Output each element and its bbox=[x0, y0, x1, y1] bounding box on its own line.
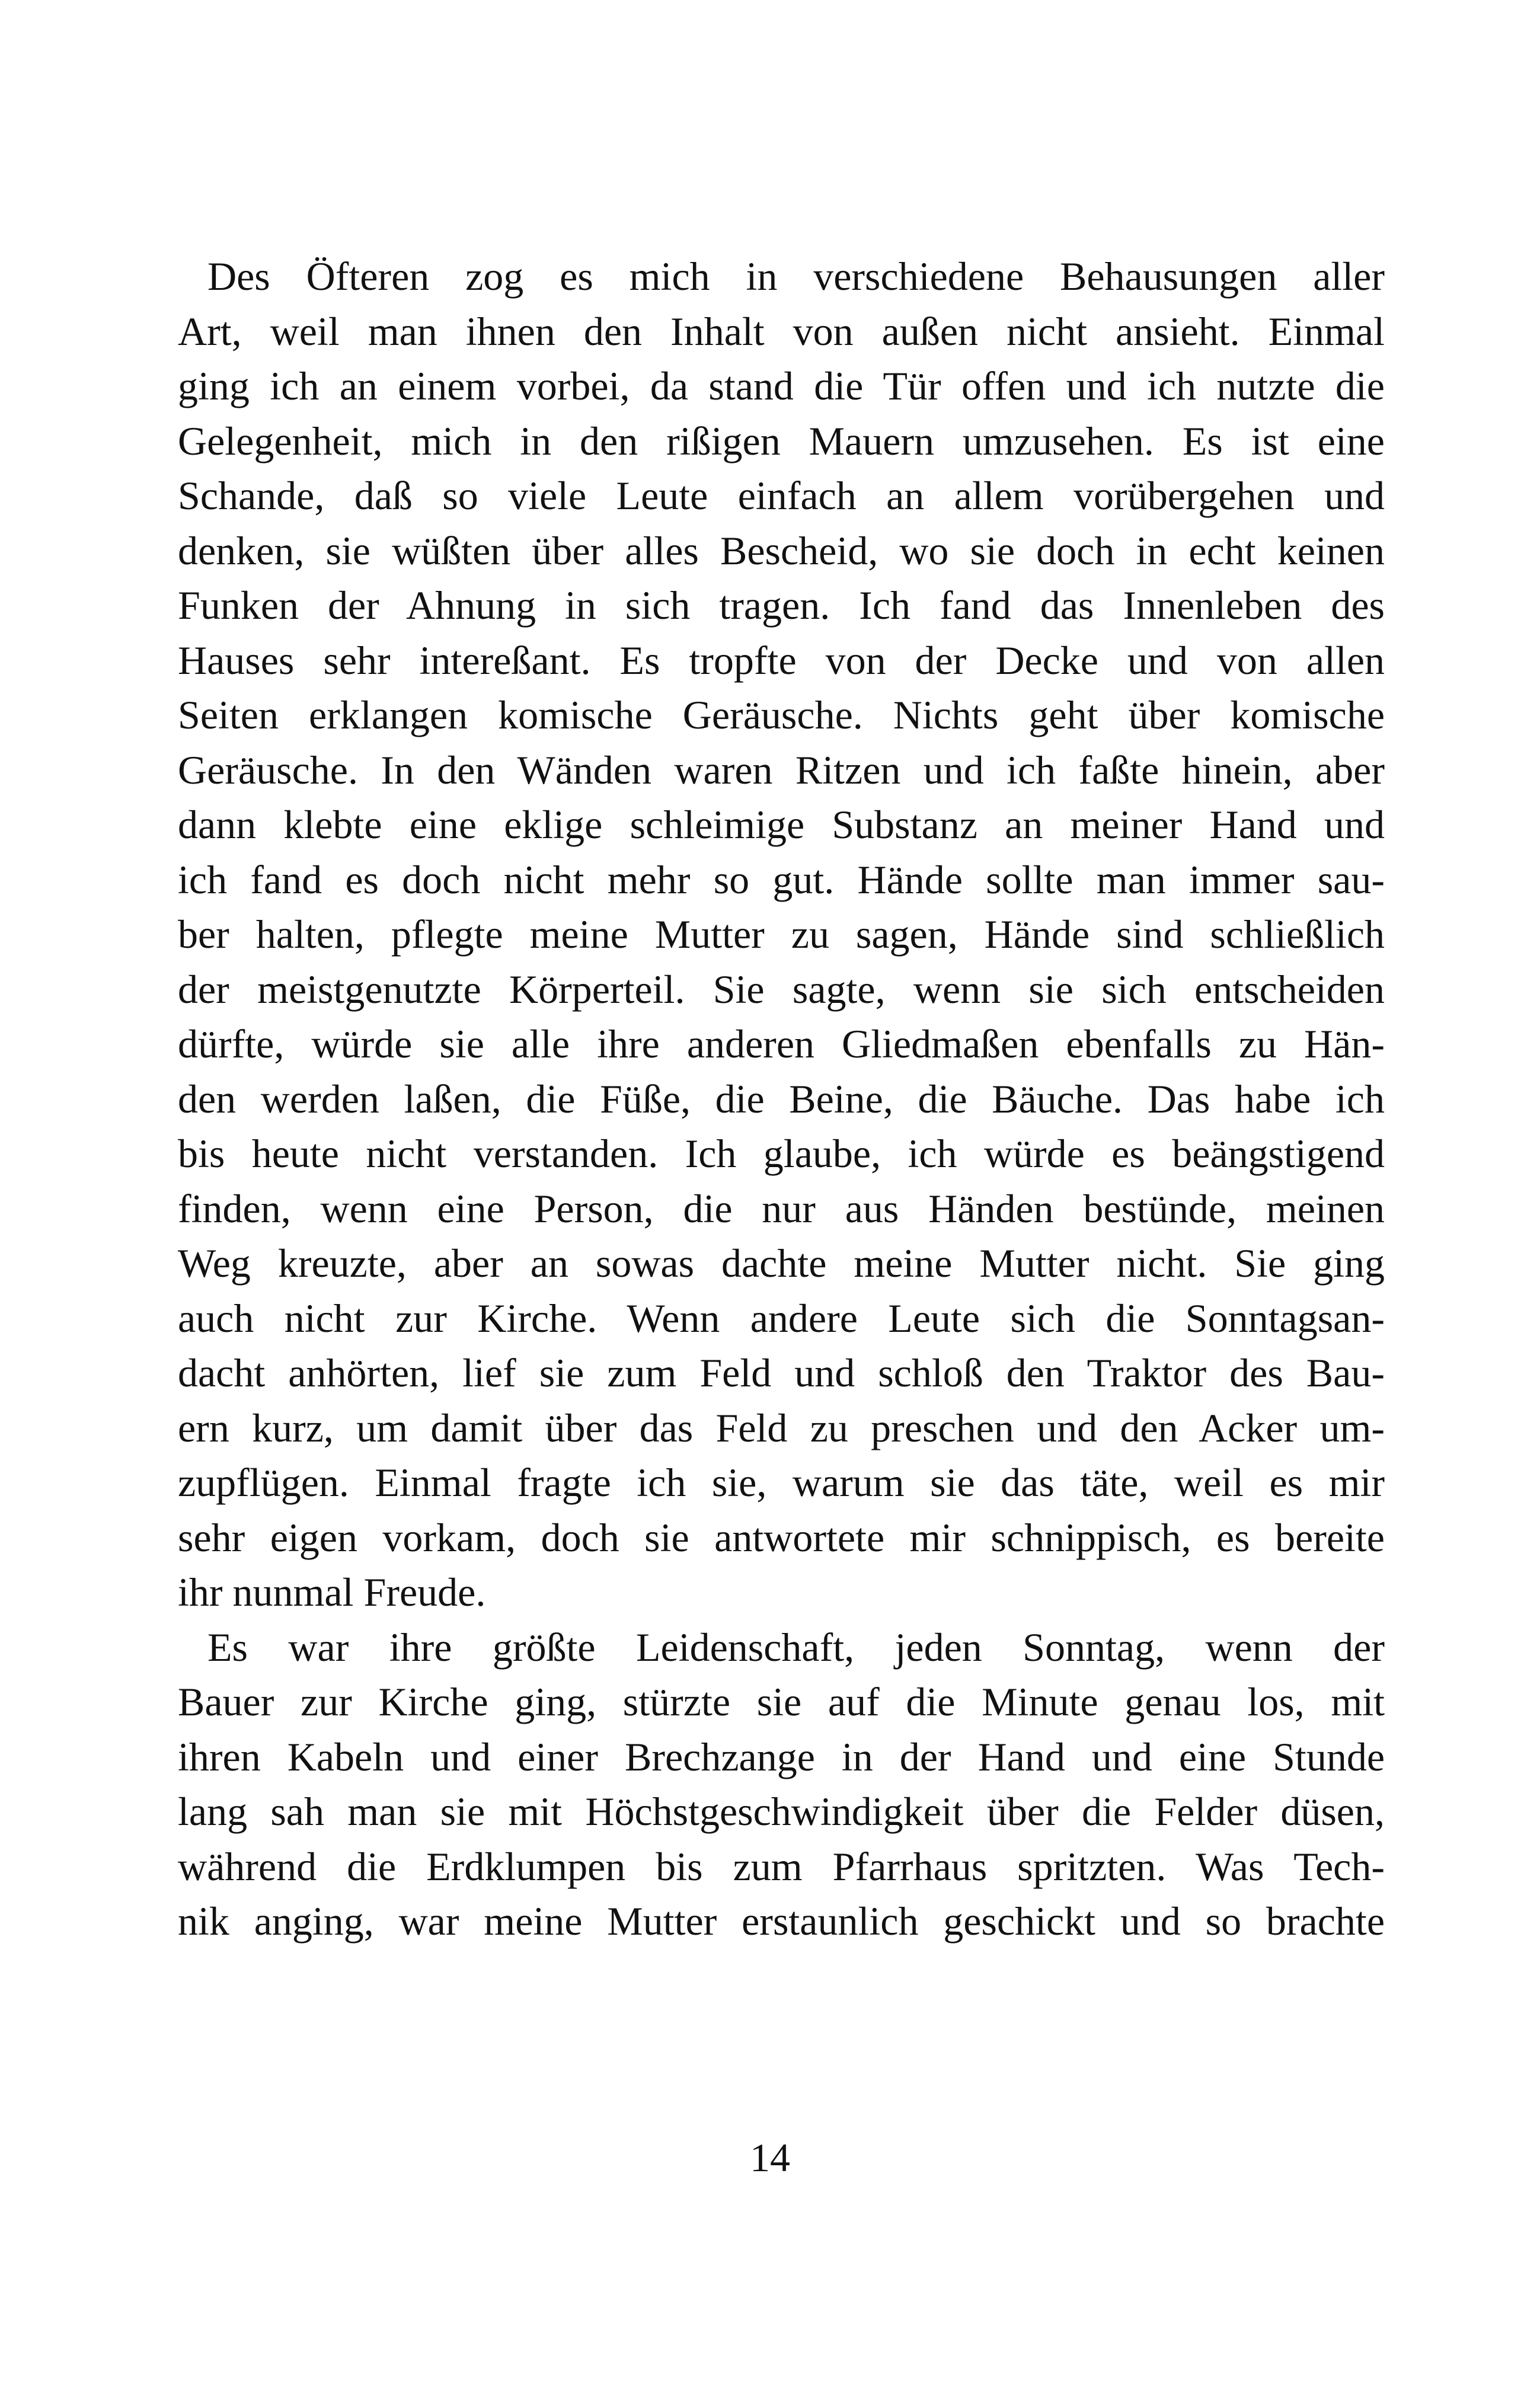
text-line: auch nicht zur Kirche. Wenn andere Leute sich die Sonntagsan- bbox=[178, 1295, 1385, 1341]
text-line: denken, sie wüßten über alles Bescheid, wo sie doch in echt keinen bbox=[178, 528, 1385, 573]
text-line: Geräusche. In den Wänden waren Ritzen und ich faßte hinein, aber bbox=[178, 747, 1385, 792]
text-line: ihr nunmal Freude. bbox=[178, 1570, 486, 1615]
text-line: Gelegenheit, mich in den rißigen Mauern umzusehen. Es ist eine bbox=[178, 418, 1385, 464]
text-line: zupflügen. Einmal fragte ich sie, warum sie das täte, weil es mir bbox=[178, 1460, 1385, 1505]
paragraph-2 bbox=[178, 1620, 1385, 1949]
text-line: ging ich an einem vorbei, da stand die Tür offen und ich nutzte die bbox=[178, 363, 1385, 408]
text-line: ich fand es doch nicht mehr so gut. Hände sollte man immer sau- bbox=[178, 856, 1385, 902]
text-line: den werden laßen, die Füße, die Beine, die Bäuche. Das habe ich bbox=[178, 1076, 1385, 1121]
text-line: Funken der Ahnung in sich tragen. Ich fand das Innenleben des bbox=[178, 583, 1385, 628]
text-line: Weg kreuzte, aber an sowas dachte meine Mutter nicht. Sie ging bbox=[178, 1241, 1385, 1286]
text-line: ihren Kabeln und einer Brechzange in der Hand und eine Stunde bbox=[178, 1734, 1385, 1779]
text-line: sehr eigen vorkam, doch sie antwortete mir schnippisch, es bereite bbox=[178, 1514, 1385, 1560]
text-line: Es war ihre größte Leidenschaft, jeden Sonntag, wenn der bbox=[207, 1624, 1385, 1670]
page-number: 14 bbox=[750, 2135, 790, 2180]
text-line: lang sah man sie mit Höchstgeschwindigkeit über die Felder düsen, bbox=[178, 1789, 1385, 1834]
text-line: Art, weil man ihnen den Inhalt von außen nicht ansieht. Einmal bbox=[178, 308, 1385, 354]
text-line: Bauer zur Kirche ging, stürzte sie auf die Minute genau los, mit bbox=[178, 1679, 1385, 1724]
paragraph-1 bbox=[178, 249, 1385, 1620]
text-line: nik anging, war meine Mutter erstaunlich geschickt und so brachte bbox=[178, 1899, 1385, 1944]
text-line: Hauses sehr intereßant. Es tropfte von der Decke und von allen bbox=[178, 637, 1385, 683]
text-line: dürfte, würde sie alle ihre anderen Gliedmaßen ebenfalls zu Hän- bbox=[178, 1021, 1385, 1066]
text-line: Seiten erklangen komische Geräusche. Nichts geht über komische bbox=[178, 692, 1385, 737]
text-line: bis heute nicht verstanden. Ich glaube, ich würde es beängstigend bbox=[178, 1131, 1385, 1176]
text-line: Schande, daß so viele Leute einfach an allem vorübergehen und bbox=[178, 473, 1385, 518]
text-line: der meistgenutzte Körperteil. Sie sagte, wenn sie sich entscheiden bbox=[178, 966, 1385, 1012]
text-line: während die Erdklumpen bis zum Pfarrhaus spritzten. Was Tech- bbox=[178, 1843, 1385, 1889]
text-line: ern kurz, um damit über das Feld zu preschen und den Acker um- bbox=[178, 1405, 1385, 1450]
text-line: dacht anhörten, lief sie zum Feld und schloß den Traktor des Bau- bbox=[178, 1350, 1385, 1395]
text-line: finden, wenn eine Person, die nur aus Händen bestünde, meinen bbox=[178, 1185, 1385, 1231]
text-line: dann klebte eine eklige schleimige Substanz an meiner Hand und bbox=[178, 802, 1385, 847]
text-line: ber halten, pflegte meine Mutter zu sagen, Hände sind schließlich bbox=[178, 912, 1385, 957]
text-line: Des Öfteren zog es mich in verschiedene Behausungen aller bbox=[207, 254, 1385, 299]
page-body bbox=[178, 249, 1385, 1949]
